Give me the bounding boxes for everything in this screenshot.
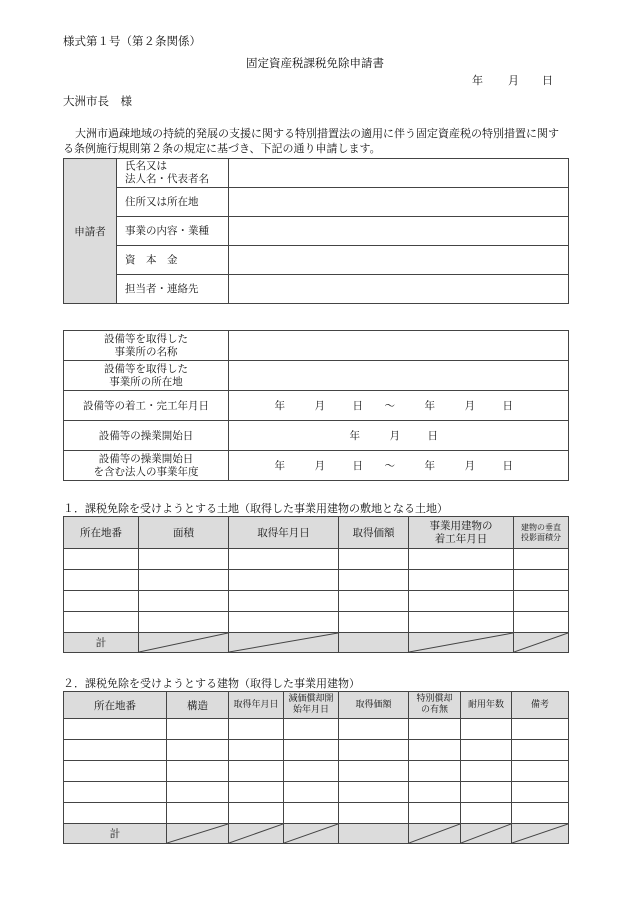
building-header-acq-price: 取得価額 — [339, 692, 409, 719]
facility-label-operation-start: 設備等の操業開始日 — [64, 421, 229, 451]
facility-location-field[interactable] — [229, 361, 569, 391]
building-total-row — [64, 824, 569, 844]
date-year-label: 年 — [472, 74, 483, 87]
building-header-special-depreciation: 特別償却 の有無 — [409, 692, 461, 719]
applicant-label-address: 住所又は所在地 — [117, 188, 229, 217]
land-table — [63, 516, 569, 653]
diagonal-cell — [229, 633, 339, 653]
building-header-remarks: 備考 — [512, 692, 569, 719]
building-header-useful-life: 耐用年数 — [461, 692, 512, 719]
table-row — [64, 740, 569, 761]
diagonal-cell — [409, 824, 461, 844]
building-total-price[interactable] — [339, 824, 409, 844]
facility-construction-dates[interactable]: 年 月 日 ～ 年 月 日 — [229, 391, 569, 421]
table-row — [64, 782, 569, 803]
facility-label-location: 設備等を取得した 事業所の所在地 — [64, 361, 229, 391]
table-row — [64, 570, 569, 591]
land-header-acq-price: 取得価額 — [339, 517, 409, 549]
building-total-label: 計 — [64, 824, 167, 844]
table-row — [64, 761, 569, 782]
building-table — [63, 691, 569, 844]
land-header-acq-date: 取得年月日 — [229, 517, 339, 549]
facility-operation-start-date[interactable]: 年 月 日 — [229, 421, 569, 451]
building-header-structure: 構造 — [167, 692, 229, 719]
diagonal-cell — [409, 633, 514, 653]
applicant-label-capital: 資 本 金 — [117, 246, 229, 275]
diagonal-cell — [229, 824, 284, 844]
diagonal-cell — [514, 633, 569, 653]
facility-label-construction: 設備等の着工・完工年月日 — [64, 391, 229, 421]
diagonal-cell — [167, 824, 229, 844]
intro-text: 大洲市過疎地域の持続的発展の支援に関する特別措置法の適用に伴う固定資産税の特別措置に関する条例施行規則第２条の規定に基づき、下記の通り申請します。 — [63, 127, 559, 155]
page-title: 固定資産税課税免除申請書 — [246, 56, 384, 70]
table-row — [64, 591, 569, 612]
land-total-price[interactable] — [339, 633, 409, 653]
applicant-label-business: 事業の内容・業種 — [117, 217, 229, 246]
diagonal-cell — [512, 824, 569, 844]
addressee: 大洲市長 様 — [63, 94, 132, 108]
table-row — [64, 803, 569, 824]
land-total-row — [64, 633, 569, 653]
land-header-projection: 建物の垂直 投影面積分 — [514, 517, 569, 549]
diagonal-cell — [139, 633, 229, 653]
facility-label-fiscal-year: 設備等の操業開始日 を含む法人の事業年度 — [64, 451, 229, 481]
building-section-title: ２．課税免除を受けようとする建物（取得した事業用建物） — [63, 677, 360, 690]
applicant-capital-field[interactable] — [229, 246, 569, 275]
applicant-contact-field[interactable] — [229, 275, 569, 304]
applicant-table — [63, 158, 569, 304]
applicant-address-field[interactable] — [229, 188, 569, 217]
date-day-label: 日 — [542, 74, 553, 87]
applicant-name-field[interactable] — [229, 159, 569, 188]
date-month-label: 月 — [508, 74, 519, 87]
table-row — [64, 719, 569, 740]
land-header-construction-date: 事業用建物の 着工年月日 — [409, 517, 514, 549]
applicant-label-name: 氏名又は 法人名・代表者名 — [117, 159, 229, 188]
facility-label-name: 設備等を取得した 事業所の名称 — [64, 331, 229, 361]
facility-fiscal-year-dates[interactable]: 年 月 日 ～ 年 月 日 — [229, 451, 569, 481]
building-header-lot: 所在地番 — [64, 692, 167, 719]
diagonal-cell — [284, 824, 339, 844]
building-header-acq-date: 取得年月日 — [229, 692, 284, 719]
applicant-group-label: 申請者 — [64, 159, 117, 304]
land-header-area: 面積 — [139, 517, 229, 549]
applicant-business-field[interactable] — [229, 217, 569, 246]
building-header-depreciation-start: 減価償却開 始年月日 — [284, 692, 339, 719]
land-header-lot: 所在地番 — [64, 517, 139, 549]
diagonal-cell — [461, 824, 512, 844]
land-section-title: １．課税免除を受けようとする土地（取得した事業用建物の敷地となる土地） — [63, 502, 448, 515]
facility-name-field[interactable] — [229, 331, 569, 361]
facility-table — [63, 330, 569, 481]
land-total-label: 計 — [64, 633, 139, 653]
table-row — [64, 612, 569, 633]
table-row — [64, 549, 569, 570]
form-number: 様式第１号（第２条関係） — [63, 34, 201, 48]
applicant-label-contact: 担当者・連絡先 — [117, 275, 229, 304]
